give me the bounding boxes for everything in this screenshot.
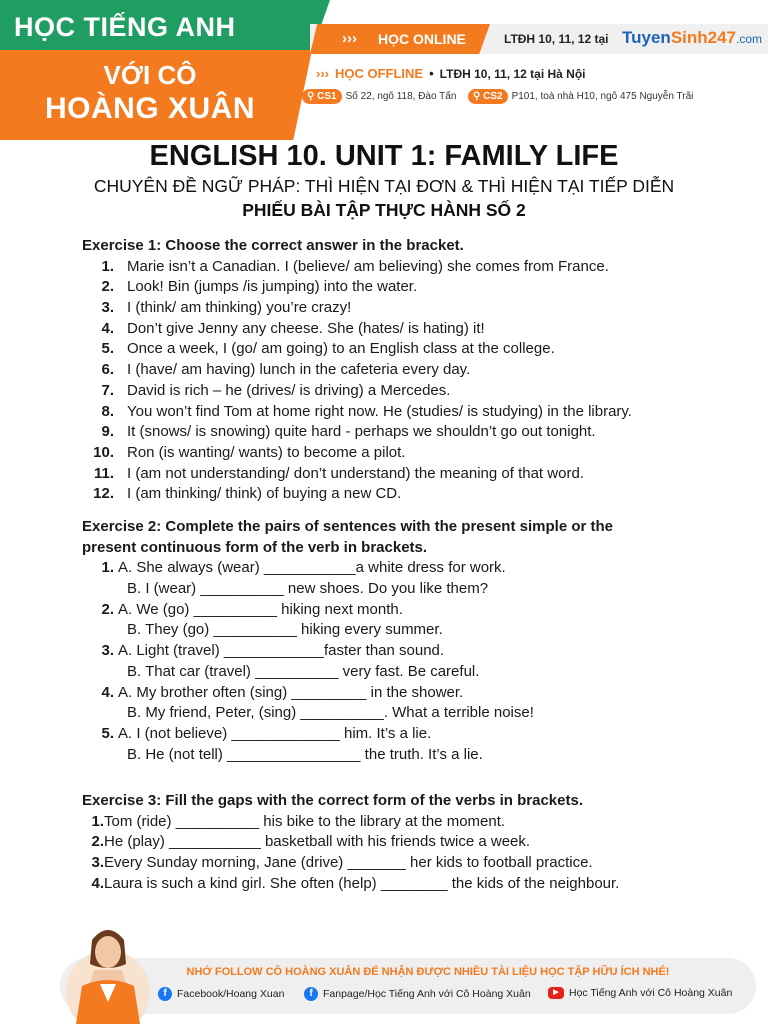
exercise-2-list xyxy=(82,558,722,765)
exercise-2-heading-line1: Exercise 2: Complete the pairs of sentences with the present simple or the xyxy=(82,518,613,535)
exercise-3-item xyxy=(82,832,722,853)
item-number: 8. xyxy=(101,402,114,420)
online-bar xyxy=(310,24,768,54)
online-label: HỌC ONLINE xyxy=(378,31,466,47)
item-text: Ron (is wanting/ wants) to become a pilot. xyxy=(127,443,406,461)
item-number: 2. xyxy=(101,600,114,618)
facebook-link[interactable] xyxy=(158,987,284,1001)
cs1-badge xyxy=(302,89,342,104)
exercise-3-list xyxy=(82,812,722,895)
site-name-part2: Sinh247 xyxy=(670,28,737,47)
item-number: 1. xyxy=(101,257,114,275)
item-number: 2. xyxy=(101,278,114,296)
header-banner xyxy=(0,0,768,140)
item-text: Look! Bin (jumps /is jumping) into the water. xyxy=(127,278,418,296)
exercise-2-item-b xyxy=(82,662,722,683)
exercise-1-item xyxy=(82,277,722,298)
footer-message: NHỚ FOLLOW CÔ HOÀNG XUÂN ĐỂ NHẬN ĐƯỢC NHIỀU TÀI LIỆU HỌC TẬP HỮU ÍCH NHÉ! xyxy=(186,966,670,978)
item-sentence-a: A. My brother often (sing) _________ in the shower. xyxy=(118,683,464,701)
item-text: Don’t give Jenny any cheese. She (hates/ is hating) it! xyxy=(127,319,485,337)
item-text: It (snows/ is snowing) quite hard - perhaps we shouldn’t go out tonight. xyxy=(127,423,596,441)
worksheet-label: PHIẾU BÀI TẬP THỰC HÀNH SỐ 2 xyxy=(242,200,526,220)
youtube-link[interactable] xyxy=(548,987,732,999)
item-number: 3. xyxy=(91,854,104,872)
teacher-portrait xyxy=(62,912,154,1024)
item-sentence-b: B. They (go) __________ hiking every summer. xyxy=(127,621,443,639)
offline-dot: • xyxy=(429,66,434,81)
address-cs2 xyxy=(468,89,693,104)
exercise-2-item-b xyxy=(82,579,722,600)
item-sentence-a: A. Light (travel) ____________faster than sound. xyxy=(118,642,445,660)
cs2-address: P101, toà nhà H10, ngõ 475 Nguyễn Trãi xyxy=(511,91,694,102)
item-text: Once a week, I (go/ am going) to an English class at the college. xyxy=(127,340,555,358)
item-text: Tom (ride) __________ his bike to the library at the moment. xyxy=(104,812,506,830)
item-number: 4. xyxy=(101,319,114,337)
exercise-1-item xyxy=(82,360,722,381)
item-sentence-a: A. We (go) __________ hiking next month. xyxy=(118,600,403,618)
item-text: I (am thinking/ think) of buying a new CD. xyxy=(127,485,402,503)
exercise-2-item-a xyxy=(82,683,722,704)
offline-arrows-icon: ››› xyxy=(316,66,329,81)
exercise-2-item-a xyxy=(82,558,722,579)
exercise-3 xyxy=(82,791,722,894)
brand-line1: HỌC TIẾNG ANH xyxy=(14,12,236,42)
item-text: Marie isn’t a Canadian. I (believe/ am believing) she comes from France. xyxy=(127,257,609,275)
cs1-badge-label: CS1 xyxy=(317,91,337,102)
youtube-label: Học Tiếng Anh với Cô Hoàng Xuân xyxy=(569,987,733,999)
item-sentence-b: B. I (wear) __________ new shoes. Do you like them? xyxy=(127,580,489,598)
exercise-1-item xyxy=(82,484,722,505)
exercise-2-item-a xyxy=(82,724,722,745)
item-number: 3. xyxy=(101,299,114,317)
item-text: David is rich – he (drives/ is driving) a Mercedes. xyxy=(127,381,451,399)
facebook-label: Facebook/Hoang Xuan xyxy=(177,987,285,1000)
exercise-2 xyxy=(82,517,722,765)
exercise-2-item-b xyxy=(82,703,722,724)
address-cs1 xyxy=(302,89,456,104)
exercise-2-item-a xyxy=(82,600,722,621)
item-number: 1. xyxy=(101,559,114,577)
item-text: I (have/ am having) lunch in the cafeteria every day. xyxy=(127,361,471,379)
facebook-icon: f xyxy=(158,987,172,1001)
location-pin-icon: ⚲ xyxy=(307,91,315,102)
exercise-2-heading-line2: present continuous form of the verb in brackets. xyxy=(82,538,428,556)
exercise-3-item xyxy=(82,812,722,833)
fanpage-label: Fanpage/Học Tiếng Anh với Cô Hoàng Xuân xyxy=(323,987,531,1000)
exercise-3-heading: Exercise 3: Fill the gaps with the correct form of the verbs in brackets. xyxy=(82,792,583,809)
item-number: 6. xyxy=(101,361,114,379)
item-text: Laura is such a kind girl. She often (help) ________ the kids of the neighbour. xyxy=(104,874,620,892)
item-sentence-a: A. I (not believe) _____________ him. It’s a lie. xyxy=(118,724,432,742)
exercise-1-item xyxy=(82,422,722,443)
exercise-1-item xyxy=(82,381,722,402)
exercise-1 xyxy=(82,236,722,505)
exercise-1-item xyxy=(82,464,722,485)
exercise-1-item xyxy=(82,402,722,423)
item-number: 5. xyxy=(101,340,114,358)
item-number: 2. xyxy=(91,833,104,851)
exercise-2-item-b xyxy=(82,620,722,641)
exercise-1-item xyxy=(82,443,722,464)
item-number: 5. xyxy=(101,724,114,742)
youtube-icon: ▶ xyxy=(548,987,564,999)
page-subtitle: CHUYÊN ĐỀ NGỮ PHÁP: THÌ HIỆN TẠI ĐƠN & THÌ HIỆN TẠI TIẾP DIỄN xyxy=(93,176,675,196)
item-number: 11. xyxy=(93,464,114,482)
item-sentence-b: B. My friend, Peter, (sing) __________. What a terrible noise! xyxy=(127,704,534,722)
brand-line3: HOÀNG XUÂN xyxy=(44,92,255,125)
offline-text: LTĐH 10, 11, 12 tại Hà Nội xyxy=(439,67,586,81)
item-sentence-b: B. He (not tell) ________________ the truth. It’s a lie. xyxy=(127,745,483,763)
offline-label: HỌC OFFLINE xyxy=(335,66,424,81)
location-pin-icon: ⚲ xyxy=(473,91,481,102)
item-number: 12. xyxy=(93,485,114,503)
exercise-1-item xyxy=(82,319,722,340)
online-grades: LTĐH 10, 11, 12 tại xyxy=(504,32,609,46)
item-text: I (think/ am thinking) you’re crazy! xyxy=(127,299,352,317)
online-arrows-icon: ››› xyxy=(342,30,357,47)
item-sentence-a: A. She always (wear) ___________a white dress for work. xyxy=(118,559,506,577)
exercise-1-item xyxy=(82,257,722,278)
exercise-3-item xyxy=(82,853,722,874)
exercise-1-item xyxy=(82,339,722,360)
item-text: Every Sunday morning, Jane (drive) _______ her kids to football practice. xyxy=(104,854,593,872)
exercise-2-item-a xyxy=(82,641,722,662)
item-number: 1. xyxy=(91,812,104,830)
facebook-icon: f xyxy=(304,987,318,1001)
fanpage-link[interactable] xyxy=(304,987,531,1001)
item-text: I (am not understanding/ don’t understand) the meaning of that word. xyxy=(127,464,584,482)
brand-block xyxy=(0,0,330,140)
item-number: 7. xyxy=(101,381,114,399)
site-logo[interactable] xyxy=(622,28,762,48)
item-number: 4. xyxy=(101,683,114,701)
brand-line2: VỚI CÔ xyxy=(103,60,197,90)
page-title: ENGLISH 10. UNIT 1: FAMILY LIFE xyxy=(149,140,619,172)
item-number: 9. xyxy=(101,423,114,441)
item-number: 4. xyxy=(91,874,104,892)
exercise-3-item xyxy=(82,874,722,895)
offline-line xyxy=(316,66,586,81)
cs2-badge xyxy=(468,89,508,104)
item-sentence-b: B. That car (travel) __________ very fast. Be careful. xyxy=(127,662,480,680)
item-number: 3. xyxy=(101,642,114,660)
item-text: He (play) ___________ basketball with his friends twice a week. xyxy=(104,833,531,851)
exercise-1-item xyxy=(82,298,722,319)
site-name-part3: .com xyxy=(736,32,763,46)
exercise-1-heading: Exercise 1: Choose the correct answer in the bracket. xyxy=(82,237,464,254)
exercise-1-list xyxy=(82,257,722,505)
site-name-part1: Tuyen xyxy=(622,28,671,47)
item-number: 10. xyxy=(93,443,114,461)
cs1-address: Số 22, ngõ 118, Đào Tấn xyxy=(345,91,457,102)
exercise-2-item-b xyxy=(82,745,722,766)
cs2-badge-label: CS2 xyxy=(483,91,503,102)
item-text: You won’t find Tom at home right now. He (studies/ is studying) in the library. xyxy=(127,402,632,420)
